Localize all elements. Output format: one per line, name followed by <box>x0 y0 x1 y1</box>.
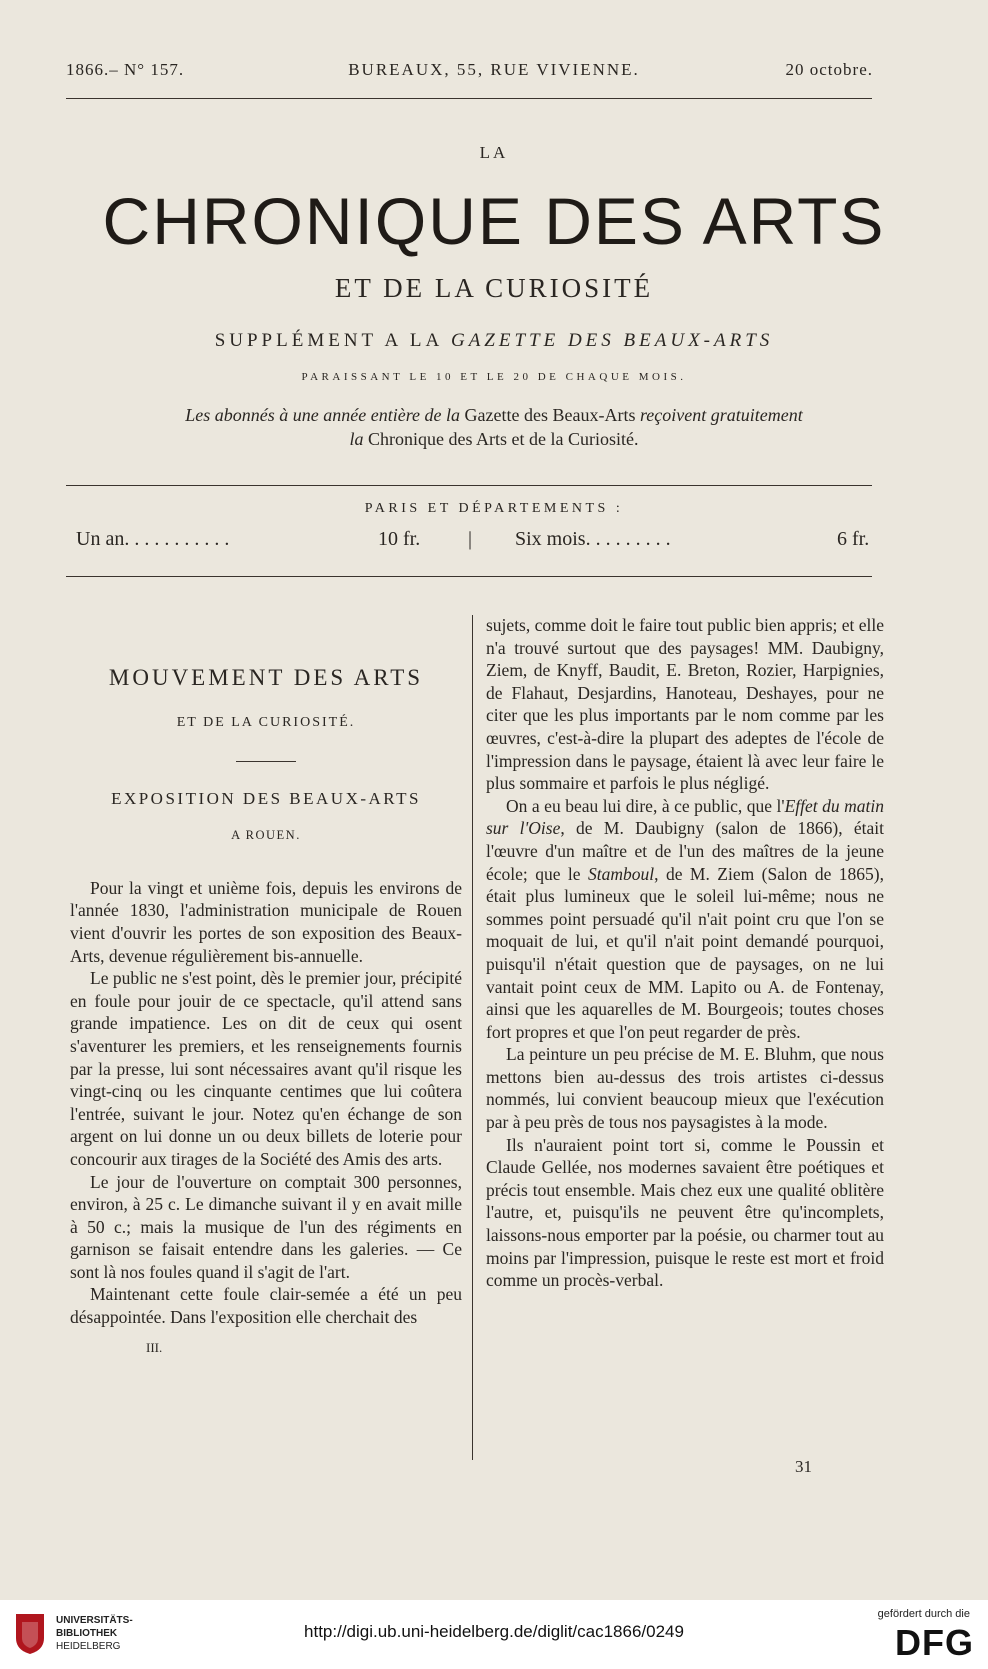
supplement-prefix: SUPPLÉMENT A LA <box>214 330 443 351</box>
left-paragraph-1: Pour la vingt et unième fois, depuis les environs de l'année 1830, l'administration municipale de Rouen vient d'ouvrir les portes de son exposition des Beaux-Arts, devenue régulièrement bis-annuelle. <box>70 877 462 966</box>
p2-text-c: , de M. Daubigny (salon de 1866), était l'œuvre d'un maître et de l'un des maîtres de la jeune école; que le <box>486 818 885 884</box>
library-line-3: HEIDELBERG <box>56 1641 121 1652</box>
subscription-bottom-rule <box>66 576 872 577</box>
left-paragraph-2: Le public ne s'est point, dès le premier jour, précipité en foule pour jouir de ce spectacle, qu'il attend sans grande impatience. Les on dit de ceux qui osent s'aventurer les premiers, et les renseignements fournis par la presse, lui sont nécessaires avant qu'il risque les vingt-cinq ou les cinquante centimes que lui coûtera l'entrée, suivant le jour. Notez qu'en échange de son argent on lui donne un ou deux billets de loterie pour concourir aux tirages de la Société des Amis des arts. <box>70 968 462 1169</box>
dfg-logo: DFG <box>895 1622 974 1663</box>
subscription-heading: PARIS ET DÉPARTEMENTS : <box>364 501 624 516</box>
right-paragraph-4: Ils n'auraient point tort si, comme le Poussin et Claude Gellée, nos modernes savaient être poétiques et précis tout ensemble. Mais chez eux une qualité oblitère l'autre, et, puisqu'ils ne peuvent être qu'incomplets, laissons-nous emporter par la poésie, ou charmer tout au moins par l'impression, puisque le reste est mort et froid comme un procès-verbal. <box>486 1134 884 1291</box>
signature-mark: III. <box>146 1339 163 1355</box>
masthead-article: LA <box>479 143 509 162</box>
subscription-top-rule <box>66 485 872 486</box>
left-column <box>70 664 462 1359</box>
supplement-title: GAZETTE DES BEAUX-ARTS <box>450 330 774 351</box>
issue-number: 1866.– N° 157. <box>66 60 185 79</box>
price-year: 10 fr. <box>378 528 421 550</box>
right-paragraph-1: sujets, comme doit le faire tout public bien appris; et elle n'a trouvé surtout que des paysages! MM. Daubigny, Ziem, de Knyff, Baudit, E. Breton, Rozier, Harpignies, de Flahaut, Desjardins, Hanoteau, Deshayes, pour ne citer que les plus importants par le nom comme par les œuvres, c'est-à-dire la plupart des adeptes de l'école de l'impression dans le paysage, étaient là avec leur faire le plus sommaire et parfois le plus négligé. <box>486 615 885 794</box>
price-separator: | <box>468 528 473 550</box>
issue-date: 20 octobre. <box>785 60 873 79</box>
note-chronique: Chronique des Arts et de la Curiosité. <box>368 429 639 449</box>
price-half-label: Six mois. . . . . . . . . <box>515 528 671 550</box>
supplement-line <box>0 330 988 352</box>
note-italic-2: reçoivent gratuitement <box>639 405 803 425</box>
p2-stamboul: Stamboul <box>588 863 655 884</box>
note-gazette: Gazette des Beaux-Arts <box>464 405 636 425</box>
section-divider <box>236 761 296 762</box>
section-subtitle: ET DE LA CURIOSITÉ. <box>176 715 356 730</box>
masthead-subtitle: ET DE LA CURIOSITÉ <box>334 273 654 303</box>
library-line-1: UNIVERSITÄTS- <box>56 1615 133 1626</box>
library-footer <box>0 1600 988 1669</box>
p2-painting-title: Effet du matin sur l'Oise <box>486 795 885 839</box>
price-half: 6 fr. <box>837 528 870 550</box>
right-paragraph-3: La peinture un peu précise de M. E. Bluhm, que nous mettons bien au-dessus des trois artistes ci-dessus nommés, lui convient beaucoup mieux que l'exécution par à peu près de tous nos paysagistes à la mode. <box>486 1044 884 1133</box>
article-title: EXPOSITION DES BEAUX-ARTS <box>111 788 421 808</box>
subscriber-note <box>0 403 988 451</box>
column-divider <box>472 615 473 1460</box>
funding-caption: gefördert durch die <box>877 1608 970 1620</box>
permalink-url[interactable]: http://digi.ub.uni-heidelberg.de/diglit/cac1866/0249 <box>304 1622 684 1641</box>
right-column <box>486 614 884 1292</box>
p2-text-a: On a eu beau lui dire, à ce public, que l' <box>506 795 785 816</box>
article-place: A ROUEN. <box>231 828 301 843</box>
masthead-title: CHRONIQUE DES ARTS <box>102 184 886 258</box>
section-title: MOUVEMENT DES ARTS <box>108 665 424 690</box>
note-italic-1: Les abonnés à une année entière de la <box>185 405 461 425</box>
note-italic-3: la <box>349 429 364 449</box>
price-year-label: Un an. . . . . . . . . . . <box>76 528 230 550</box>
library-line-2: BIBLIOTHEK <box>56 1628 118 1639</box>
page-number: 31 <box>795 1457 812 1476</box>
header-rule <box>66 98 872 99</box>
office-address: BUREAUX, 55, RUE VIVIENNE. <box>348 60 640 79</box>
left-paragraph-3: Le jour de l'ouverture on comptait 300 personnes, environ, à 25 c. Le dimanche suivant il y en avait mille à 50 c.; mais la musique de l'un des régiments en garnison se faisait entendre dans les galeries. — Ce sont là nos foules quand il s'agit de l'art. <box>70 1171 462 1282</box>
left-paragraph-4: Maintenant cette foule clair-semée a été un peu désappointée. Dans l'exposition elle cherchait des <box>70 1284 462 1328</box>
p2-text-e: , de M. Ziem (Salon de 1865), était plus lumineux que le soleil lui-même; nous ne sommes point persuadé qu'il n'ait point cru que l'on se moquait de lui, et qu'il n'ait point demandé pourquoi, puisqu'il n'était question que de paysages, on ne lui vantait point ceux de MM. Lapito ou A. de Fontenay, ainsi que les aquarelles de M. Bourgeois; toutes choses fort propres et que l'on peut regarder de près. <box>486 863 884 1042</box>
right-paragraph-2 <box>486 795 884 1044</box>
frequency-note: PARAISSANT LE 10 ET LE 20 DE CHAQUE MOIS. <box>301 371 687 383</box>
